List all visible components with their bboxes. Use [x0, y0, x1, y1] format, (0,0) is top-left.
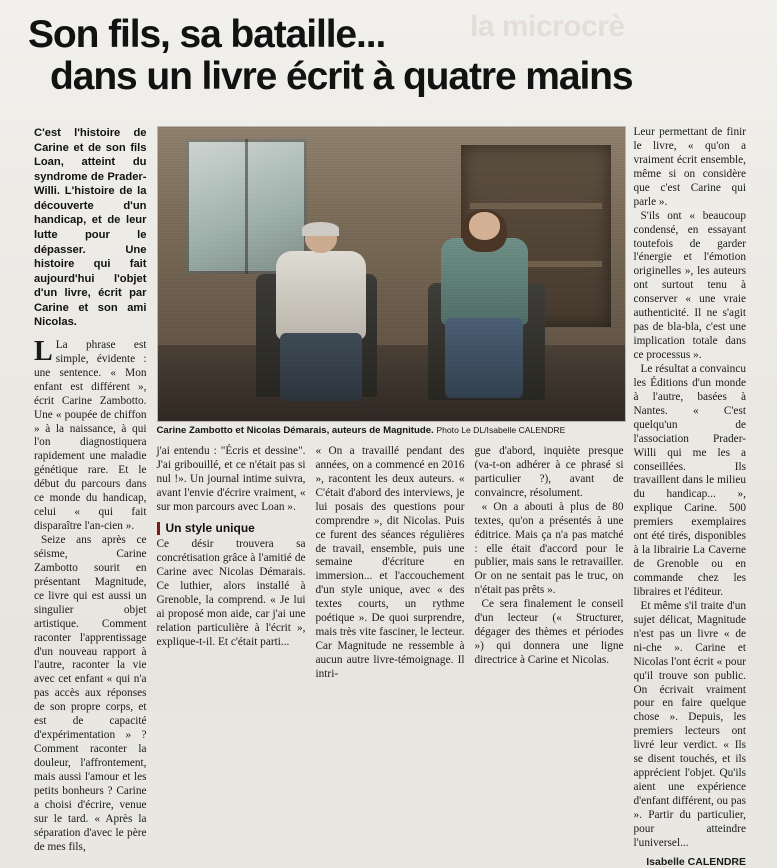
photo-credit: Photo Le DL/Isabelle CALENDRE [436, 425, 566, 435]
headline-line-1: Son fils, sa bataille... [28, 13, 386, 56]
photo-caption [157, 425, 624, 437]
paragraph: j'ai entendu : "Écris et dessine". J'ai gribouillé, et ce n'était pas si nul !». Un journal intime suivra, avant l'envie d'écrire vraiment, « sur mon parcours avec Loan ». [156, 444, 306, 513]
column-3 [316, 445, 465, 682]
paragraph: Ce désir trouvera sa concrétisation grâce à l'amitié de Carine avec Nicolas Démarais. Ce luthier, alors installé à Grenoble, la comprend. « Je lui ai proposé mon aide, car j'ai une relation particulière à l'écrit », explique-t-il. Et c'était parti... [156, 538, 306, 649]
paragraph [34, 335, 147, 534]
column-5-text [634, 126, 747, 851]
drop-cap: L [34, 335, 53, 367]
paragraph: « On a abouti à plus de 80 textes, qu'on a présentés à une éditrice. Mais ça n'a pas matché : elle était d'accord pour le publier, mais sans le retravailler. Or on ne sentait pas le truc, on n'était pas prêts ». [474, 500, 624, 597]
photo-block [157, 126, 624, 437]
column-2-text-b [157, 538, 306, 650]
column-3-text [316, 445, 465, 682]
photo-grain-overlay [158, 127, 625, 421]
paragraph: « On a travaillé pendant des années, on a commencé en 2016 », racontent les deux auteurs. « C'était d'abord des interviews, je lui posais des questions pour comprendre », dit Nicolas. Puis ce furent des séances régulières de travail, ensemble, puis une semaine d'écriture en immersion... et l'accouchement d'un style unique, avec « des textes courts, un rythme poétique ». De quoi surprendre, mais très vite fasciner, le lecteur. Car Magnitude ne ressemble à aucun autre livre-témoignage. Il intri- [315, 444, 465, 680]
paragraph: Seize ans après ce séisme, Carine Zambotto sourit en présentant Magnitude, ce livre qui est aussi un singulier objet artistique. Comment raconter l'apprentissage d'un nouveau rapport à l'autre, raconter la vie avec cet enfant « qui n'a pas accès aux réponses de son propre corps, et est de capacité d'expérimentation » ? Comment raconter la douleur, l'affrontement, mais aussi l'amour et les petits bonheurs ? Carine a choisi d'écrire, venue sur le tard. « Après la séparation d'avec le père de mes fils, [34, 534, 147, 853]
article-photo [157, 126, 626, 422]
page-title [28, 14, 763, 98]
column-center-group [157, 126, 624, 704]
ghost-headline-bleed: la microcrè [470, 10, 625, 43]
paragraph: S'ils ont « beaucoup condensé, en essayant toutefois de garder l'énergie et l'émotion originelles », les auteurs ont surtout tenu à conserver « une vraie authenticité. Il ne s'agit pas de bla-bla, c'est une implication totale dans ce processus ». [633, 209, 746, 361]
column-2 [157, 445, 306, 682]
paragraph: Leur permettant de finir le livre, « qu'on a vraiment écrit ensemble, même si on considère que c'est Carine qui parle ». [633, 126, 746, 208]
column-1-text [34, 335, 147, 855]
subheading-style-unique: Un style unique [157, 522, 306, 536]
paragraph-text: La phrase est simple, évidente : une sentence. « Mon enfant est différent », écrit Carine Zambotto. Une « poupée de chiffon » à la naissance, à qui l'on diagnostiquera rapidement une maladie génétique rare. Et le début du parcours dans ce monde du handicap, celui « qui fait disparaître l'an-cien ». [34, 338, 147, 533]
article-columns [34, 126, 746, 868]
article-body [34, 126, 746, 868]
headline-line-2: dans un livre écrit à quatre mains [50, 55, 633, 99]
column-5 [633, 126, 747, 868]
column-1 [34, 126, 147, 853]
paragraph: gue d'abord, inquiète presque (va-t-on adhérer à ce phrasé si particulier ?), avant de convaincre, résolument. [474, 444, 624, 499]
paragraph: Ce sera finalement le conseil d'un lecteur (« Structurer, dégager des thèmes et périodes ») qui donnera une ligne directrice à Carine et Nicolas. [474, 598, 624, 667]
column-4-text [475, 445, 624, 668]
article-lead: C'est l'histoire de Carine et de son fils Loan, atteint du syndrome de Prader-Willi. L'histoire de la découverte d'un handicap, et de leur lutte pour le dépasser. Une histoire qui fait aujourd'hui l'objet d'un livre, écrit par Carine et son ami Nicolas. [34, 127, 147, 329]
columns-under-photo [157, 445, 624, 682]
column-2-text [157, 445, 306, 515]
byline: Isabelle CALENDRE [646, 855, 746, 868]
photo-caption-text: Carine Zambotto et Nicolas Démarais, auteurs de Magnitude. [156, 425, 434, 436]
paragraph: Et même s'il traite d'un sujet délicat, Magnitude n'est pas un livre « de ni-che ». Carine et Nicolas l'ont écrit « pour qu'il trouve son public. On écrivait vraiment pour en faire quelque chose ». Depuis, les premiers lecteurs ont livré leur verdict. « Ils se disent touchés, et ils apprécient l'objet. Qu'ils aient une expérience d'enfant différent, ou pas ». Partir du particulier, pour atteindre l'universel... [633, 599, 746, 849]
column-4 [475, 445, 624, 682]
paragraph: Le résultat a convaincu les Éditions d'un monde à l'autre, basées à Nantes. « C'est quelqu'un de l'association Prader-Willi qui me les a conseillées. Ils travaillent dans le milieu du handicap... », explique Carine. 500 premiers exemplaires ont été tirés, disponibles à la librairie La Caverne de Grenoble ou en commande chez les libraires et l'éditeur. [633, 362, 746, 598]
